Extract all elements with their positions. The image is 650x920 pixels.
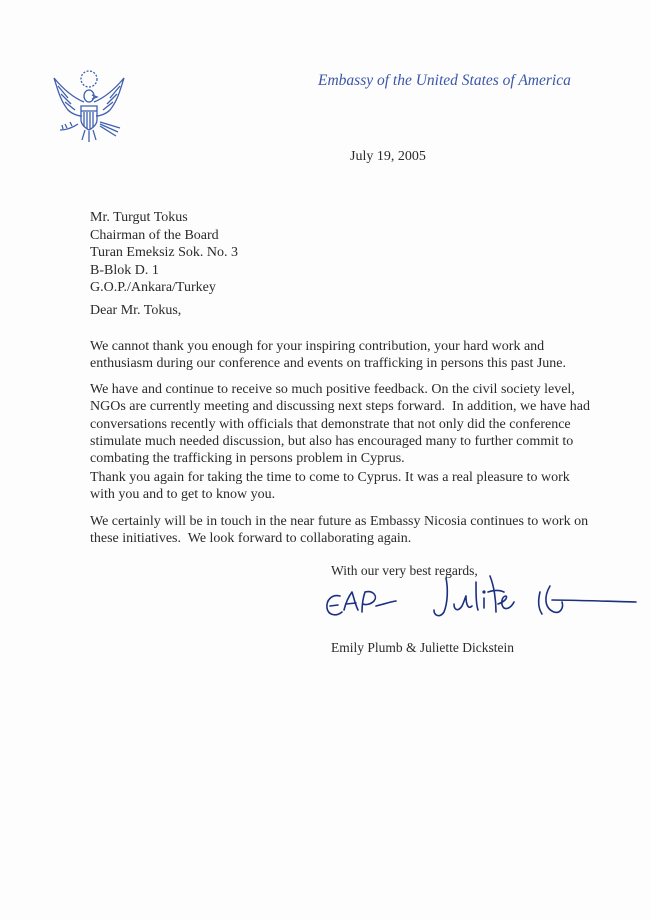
recipient-address xyxy=(90,209,238,297)
body-line: conversations recently with officials that demonstrate that not only did the conference xyxy=(90,416,571,432)
signer-names: Emily Plumb & Juliette Dickstein xyxy=(331,640,514,655)
body-paragraph-3 xyxy=(90,469,650,504)
body-line: Thank you again for taking the time to come to Cyprus. It was a real pleasure to work xyxy=(90,470,570,485)
recipient-name: Mr. Turgut Tokus xyxy=(90,210,188,225)
body-line: these initiatives. We look forward to collaborating again. xyxy=(90,531,412,547)
handwritten-signatures xyxy=(318,568,638,638)
recipient-title: Chairman of the Board xyxy=(90,227,219,243)
recipient-building: B-Blok D. 1 xyxy=(90,262,159,278)
body-paragraph-4 xyxy=(90,513,650,548)
embassy-seal-icon xyxy=(48,68,130,150)
body-paragraph-1 xyxy=(90,338,650,373)
body-line: with you and to get to know you. xyxy=(90,487,276,503)
body-line: We certainly will be in touch in the near future as Embassy Nicosia continues to work on xyxy=(90,514,589,529)
body-line: combating the trafficking in persons problem in Cyprus. xyxy=(90,451,405,467)
body-line: enthusiasm during our conference and events on trafficking in persons this past June. xyxy=(90,356,567,372)
body-line: stimulate much needed discussion, but also has encouraged many to further commit to xyxy=(90,433,574,449)
closing-line: With our very best regards, xyxy=(331,563,478,578)
salutation: Dear Mr. Tokus, xyxy=(90,303,182,318)
body-line: NGOs are currently meeting and discussing next steps forward. In addition, we have had xyxy=(90,399,590,415)
recipient-street: Turan Emeksiz Sok. No. 3 xyxy=(90,245,239,260)
embassy-letterhead: Embassy of the United States of America xyxy=(318,72,571,89)
body-line: We have and continue to receive so much positive feedback. On the civil society level, xyxy=(90,382,575,397)
recipient-city: G.O.P./Ankara/Turkey xyxy=(90,280,216,295)
body-line: We cannot thank you enough for your inspiring contribution, your hard work and xyxy=(90,339,545,354)
letter-date: July 19, 2005 xyxy=(350,149,426,164)
body-paragraph-2 xyxy=(90,381,650,467)
